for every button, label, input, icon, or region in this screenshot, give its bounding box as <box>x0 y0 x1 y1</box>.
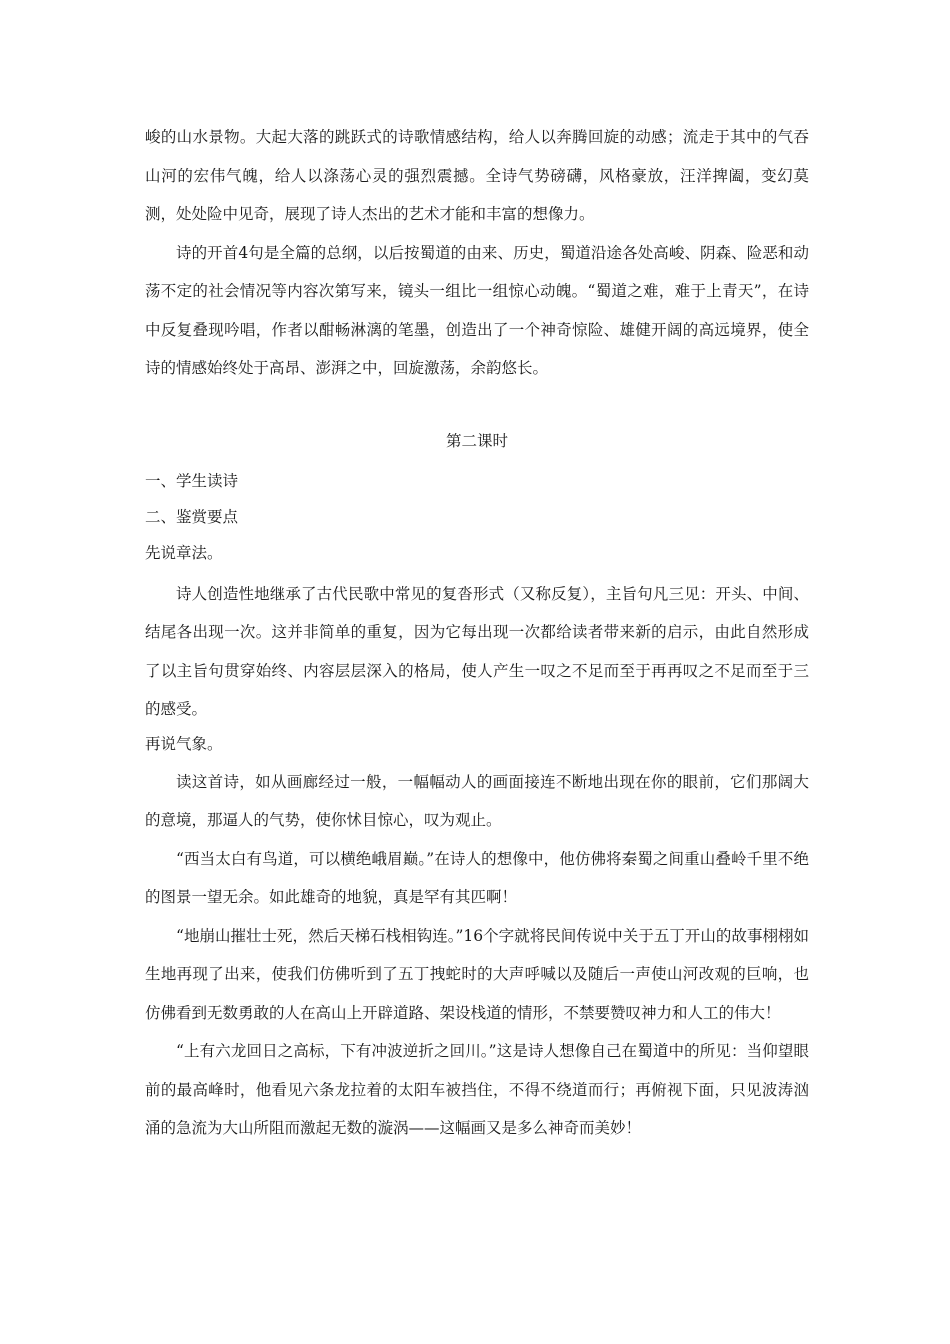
list-item-appreciation-points: 二、鉴赏要点 <box>145 507 239 526</box>
paragraph-landscape-summary: 峻的山水景物。大起大落的跳跃式的诗歌情感结构，给人以奔腾回旋的动感；流走于其中的气吞山河的宏伟气魄，给人以涤荡心灵的强烈震撼。全诗气势磅礴，风格豪放，汪洋捭阖，变幻莫测，处处险中见奇，展现了诗人杰出的艺术才能和丰富的想像力。 <box>145 128 809 223</box>
paragraph-six-dragons: “上有六龙回日之高标，下有冲波逆折之回川。”这是诗人想像自己在蜀道中的所见：当仰望眼前的最高峰时，他看见六条龙拉着的太阳车被挡住，不得不绕道而行；再俯视下面，只见波涛汹涌的急流为大山所阻而激起无数的漩涡——这幅画又是多么神奇而美妙！ <box>145 1042 809 1137</box>
subheading-atmosphere: 再说气象。 <box>145 734 223 753</box>
paragraph-opening-outline: 诗的开首4句是全篇的总纲，以后按蜀道的由来、历史，蜀道沿途各处高峻、阴森、险恶和动荡不定的社会情况等内容次第写来，镜头一组比一组惊心动魄。“蜀道之难，难于上青天”，在诗中反复叠现吟唱，作者以酣畅淋漓的笔墨，创造出了一个神奇惊险、雄健开阔的高远境界，使全诗的情感始终处于高昂、澎湃之中，回旋激荡，余韵悠长。 <box>145 243 809 377</box>
paragraph-bird-path: “西当太白有鸟道，可以横绝峨眉巅。”在诗人的想像中，他仿佛将秦蜀之间重山叠岭千里不绝的图景一望无余。如此雄奇的地貌，真是罕有其匹啊！ <box>145 849 809 906</box>
list-item-read-poem: 一、学生读诗 <box>145 471 239 490</box>
subheading-structure: 先说章法。 <box>145 543 223 562</box>
paragraph-atmosphere: 读这首诗，如从画廊经过一般，一幅幅动人的画面接连不断地出现在你的眼前，它们那阔大的意境，那逼人的气势，使你怵目惊心，叹为观止。 <box>145 772 809 829</box>
paragraph-five-ding: “地崩山摧壮士死，然后天梯石栈相钩连。”16个字就将民间传说中关于五丁开山的故事栩栩如生地再现了出来，使我们仿佛听到了五丁拽蛇时的大声呼喊以及随后一声使山河改观的巨响，也仿佛看到无数勇敢的人在高山上开辟道路、架设栈道的情形，不禁要赞叹神力和人工的伟大！ <box>145 926 809 1022</box>
paragraph-structure: 诗人创造性地继承了古代民歌中常见的复沓形式（又称反复），主旨句凡三见：开头、中间、结尾各出现一次。这并非简单的重复，因为它每出现一次都给读者带来新的启示，由此自然形成了以主旨句贯穿始终、内容层层深入的格局，使人产生一叹之不足而至于再再叹之不足而至于三的感受。 <box>145 584 809 718</box>
document-body <box>145 118 809 1148</box>
section-title: 第二课时 <box>445 431 508 450</box>
